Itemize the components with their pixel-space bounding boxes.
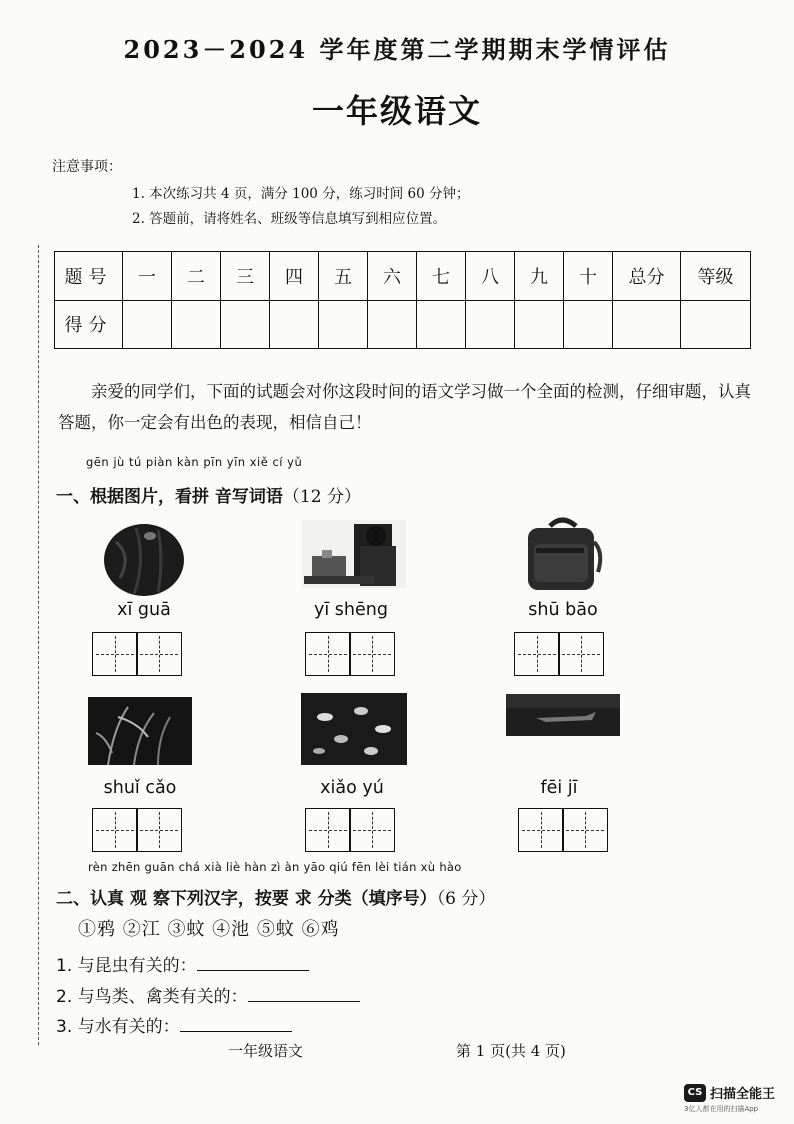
writing-cell[interactable] <box>136 632 182 676</box>
schoolbag-picture <box>520 514 604 594</box>
airplane-picture <box>506 694 620 736</box>
score-col-1: 一 <box>123 252 172 301</box>
writing-cell[interactable] <box>92 632 138 676</box>
section1-heading-text: 一、根据图片，看拼 音写词语 <box>56 487 283 507</box>
binding-margin-line <box>38 245 39 1045</box>
character-options: ①鸦 ②江 ③蚊 ④池 ⑤蚊 ⑥鸡 <box>78 919 340 940</box>
score-cell[interactable] <box>564 300 613 349</box>
writing-cell[interactable] <box>349 808 395 852</box>
exam-subject-title: 一年级语文 <box>311 92 482 130</box>
score-cell[interactable] <box>172 300 221 349</box>
answer-blank-insects[interactable] <box>197 954 309 971</box>
section2-pinyin-annotation: rèn zhēn guān chá xià liè hàn zì àn yāo qiú fēn lèi tián xù hào <box>88 860 462 874</box>
writing-cell[interactable] <box>92 808 138 852</box>
score-cell[interactable] <box>319 300 368 349</box>
section2-heading <box>56 884 495 909</box>
score-col-10: 十 <box>564 252 613 301</box>
scanner-watermark <box>684 1083 775 1102</box>
writing-cell[interactable] <box>514 632 560 676</box>
writing-cell[interactable] <box>558 632 604 676</box>
watermelon-picture <box>102 522 186 598</box>
score-col-7: 七 <box>417 252 466 301</box>
score-col-total: 总分 <box>613 252 681 301</box>
score-table-score-row <box>55 300 751 349</box>
writing-cell[interactable] <box>136 808 182 852</box>
footer-subject: 一年级语文 <box>228 1042 304 1060</box>
section1-pinyin-annotation: gēn jù tú piàn kàn pīn yīn xiě cí yǔ <box>86 455 303 469</box>
question-water-label: 3. 与水有关的： <box>56 1017 180 1037</box>
answer-grid-yisheng[interactable] <box>305 632 394 676</box>
intro-paragraph: 亲爱的同学们，下面的试题会对你这段时间的语文学习做一个全面的检测，仔细审题，认真答题，你一定会有出色的表现，相信自己！ <box>58 382 751 432</box>
water-grass-picture <box>88 697 192 765</box>
score-table <box>54 251 751 349</box>
score-cell-total[interactable] <box>613 300 681 349</box>
score-col-2: 二 <box>172 252 221 301</box>
question-water <box>56 1012 292 1037</box>
doctor-picture <box>302 520 406 588</box>
writing-cell[interactable] <box>349 632 395 676</box>
answer-grid-shuicao[interactable] <box>92 808 181 852</box>
score-col-9: 九 <box>515 252 564 301</box>
score-table-label-score: 得分 <box>55 300 123 349</box>
scanner-tagline: 3亿人都在用的扫描App <box>684 1105 759 1113</box>
score-table-label-number: 题号 <box>55 252 123 301</box>
score-col-8: 八 <box>466 252 515 301</box>
answer-grid-feiji[interactable] <box>518 808 607 852</box>
score-cell[interactable] <box>515 300 564 349</box>
camscanner-logo: CS <box>684 1084 706 1102</box>
section2-score: （6 分） <box>436 889 496 909</box>
answer-grid-xiaoyu[interactable] <box>305 808 394 852</box>
exam-title: 2023－2024 学年度第二学期期末学情评估 <box>123 35 671 64</box>
score-cell[interactable] <box>368 300 417 349</box>
score-col-6: 六 <box>368 252 417 301</box>
question-birds <box>56 982 360 1007</box>
writing-cell[interactable] <box>305 808 351 852</box>
pinyin-xigua: xī guā <box>117 600 171 620</box>
scanner-app-name: 扫描全能王 <box>710 1087 776 1102</box>
score-table-header-row <box>55 252 751 301</box>
answer-grid-xigua[interactable] <box>92 632 181 676</box>
score-cell-grade[interactable] <box>681 300 751 349</box>
answer-blank-birds[interactable] <box>248 985 360 1002</box>
pinyin-feiji: fēi jī <box>540 778 578 798</box>
answer-blank-water[interactable] <box>180 1015 292 1032</box>
score-cell[interactable] <box>417 300 466 349</box>
notice-heading: 注意事项： <box>52 159 122 175</box>
answer-grid-shubao[interactable] <box>514 632 603 676</box>
section2-heading-text: 二、认真 观 察下列汉字，按要 求 分类（填序号） <box>56 889 437 909</box>
score-col-grade: 等级 <box>681 252 751 301</box>
section1-heading <box>56 482 361 507</box>
pinyin-shubao: shū bāo <box>528 600 598 620</box>
question-insects-label: 1. 与昆虫有关的： <box>56 956 197 976</box>
score-col-4: 四 <box>270 252 319 301</box>
section1-score: （12 分） <box>282 487 361 507</box>
writing-cell[interactable] <box>562 808 608 852</box>
score-col-5: 五 <box>319 252 368 301</box>
score-cell[interactable] <box>123 300 172 349</box>
pinyin-xiaoyu: xiǎo yú <box>320 778 384 798</box>
pinyin-shuicao: shuǐ cǎo <box>103 778 177 798</box>
score-cell[interactable] <box>270 300 319 349</box>
question-insects <box>56 951 309 976</box>
small-fish-picture <box>301 693 407 765</box>
footer-page-number: 第 1 页(共 4 页) <box>456 1042 566 1060</box>
notice-item-2: 2. 答题前，请将姓名、班级等信息填写到相应位置。 <box>132 211 447 227</box>
writing-cell[interactable] <box>305 632 351 676</box>
score-cell[interactable] <box>221 300 270 349</box>
question-birds-label: 2. 与鸟类、禽类有关的： <box>56 987 248 1007</box>
score-col-3: 三 <box>221 252 270 301</box>
writing-cell[interactable] <box>518 808 564 852</box>
pinyin-yisheng: yī shēng <box>314 600 388 620</box>
notice-item-1: 1. 本次练习共 4 页，满分 100 分，练习时间 60 分钟； <box>132 186 470 202</box>
score-cell[interactable] <box>466 300 515 349</box>
